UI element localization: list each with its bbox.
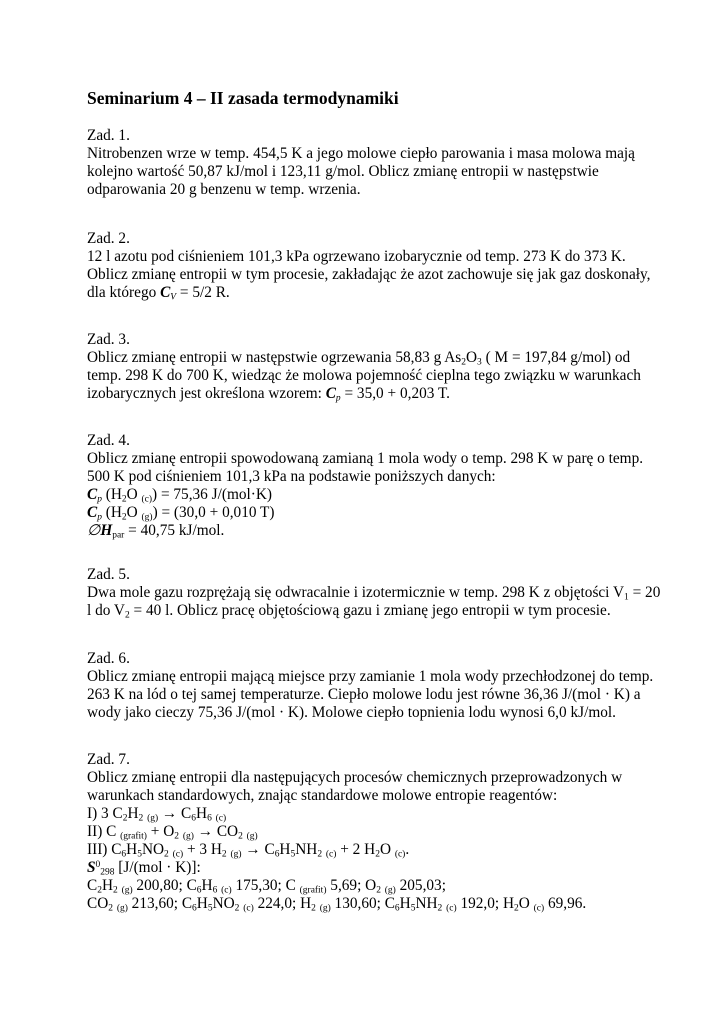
task-text-line: kolejno wartość 50,87 kJ/mol i 123,11 g/mol. Oblicz zmianę entropii w następstwie: [87, 163, 599, 180]
task-text-line: Dwa mole gazu rozprężają się odwracalnie i izotermicznie w temp. 298 K z objętości $V_1 = 20$: [87, 584, 661, 603]
reaction-2: II) C $_{(grafit)} + O_2$ $_{(g)} \to CO_2$ $_{(g)}$: [87, 823, 258, 842]
task-2: [87, 230, 651, 303]
task-text-line: Nitrobenzen wrze w temp. 454,5 K a jego molowe ciepło parowania i masa molowa mają: [87, 145, 635, 162]
reaction-3: III) $C_6H_5NO_2$ $_{(c)}$ + 3 $H_2$ $_{(g)} \to C_6H_5NH_2$ $_{(c)}$ + 2 $H_2O$ $_{(c)}$.: [87, 841, 410, 860]
task-heading: Zad. 2.: [87, 230, 130, 247]
task-5: [87, 566, 661, 621]
task-text-line: warunkach standardowych, znając standardowe molowe entropie reagentów:: [87, 787, 558, 804]
task-heading: Zad. 4.: [87, 432, 130, 449]
task-heading: Zad. 6.: [87, 650, 130, 667]
task-heading: Zad. 7.: [87, 751, 130, 768]
heat-capacity-symbol: C: [325, 385, 336, 402]
cv-formula-line: dla którego $C_V = 5/2$ R.: [87, 284, 230, 303]
task-text-line: 12 l azotu pod ciśnieniem 101,3 kPa ogrzewano izobarycznie od temp. 273 K do 373 K.: [87, 248, 626, 265]
task-text-line: Oblicz zmianę entropii w następstwie ogrzewania 58,83 g $As_2O_3$ ( M = 197,84 g/mol) od: [87, 349, 631, 368]
cp-liquid-line: $C_p$ ($H_2O$ $_{(c)}$) = 75,36 J/(mol·K): [87, 486, 272, 505]
task-text-line: Oblicz zmianę entropii w tym procesie, zakładając że azot zachowuje się jak gaz doskonały,: [87, 266, 651, 283]
enthalpy-line: $\emptyset H_{par} = 40,75$ kJ/mol.: [87, 522, 225, 541]
task-4: [87, 432, 647, 540]
heat-capacity-symbol: C: [160, 284, 171, 301]
entropy-values-line-1: $C_2H_2$ $_{(g)}$ 200,80; $C_6H_6$ $_{(c)}$ 175,30; C $_{(grafit)}$ 5,69; $O_2$ $_{(g)}$ 205,03;: [87, 877, 446, 896]
entropy-header-line: $S^0_{298}$ [J/(mol · K)]:: [87, 859, 201, 878]
task-text-line: Oblicz zmianę entropii spowodowaną zamianą 1 mola wody o temp. 298 K w parę o temp.: [87, 450, 644, 467]
entropy-values-line-2: $CO_2$ $_{(g)}$ 213,60; $C_6H_5NO_2$ $_{(c)}$ 224,0; $H_2$ $_{(g)}$ 130,60; $C_6H_5NH_2$ $_{(c)}$ 192,0; $H_2O$ $_{(c)}$ 69,96.: [87, 895, 587, 914]
task-3: [87, 331, 647, 403]
task-1: [87, 127, 647, 199]
task-text-line: wody jako cieczy 75,36 J/(mol · K). Molowe ciepło topnienia lodu wynosi 6,0 kJ/mol.: [87, 704, 616, 721]
task-heading: Zad. 5.: [87, 566, 130, 583]
task-text-line: l do $V_2 = 40$ l. Oblicz pracę objętościową gazu i zmianę jego entropii w tym procesie.: [87, 602, 611, 621]
page-title: Seminarium 4 – II zasada termodynamiki: [87, 88, 399, 108]
cp-formula-line: izobarycznych jest określona wzorem: $C_p = 35,0 + 0,203$ T.: [87, 385, 450, 404]
reaction-1: I) 3 $C_2H_2$ $_{(g)} \to C_6H_6$ $_{(c)}$: [87, 805, 227, 824]
cp-gas-line: $C_p$ ($H_2O$ $_{(g)}$) = (30,0 + 0,010 T): [87, 504, 275, 523]
task-heading: Zad. 1.: [87, 127, 130, 144]
task-heading: Zad. 3.: [87, 331, 130, 348]
task-text-line: Oblicz zmianę entropii dla następujących procesów chemicznych przeprowadzonych w: [87, 769, 623, 786]
task-text-line: Oblicz zmianę entropii mającą miejsce przy zamianie 1 mola wody przechłodzonej do temp.: [87, 668, 654, 685]
task-text-line: temp. 298 K do 700 K, wiedząc że molowa pojemność cieplna tego związku w warunkach: [87, 367, 641, 384]
task-text-line: 263 K na lód o tej samej temperaturze. Ciepło molowe lodu jest równe 36,36 J/(mol · K) a: [87, 686, 641, 703]
task-7: [87, 751, 647, 913]
task-6: [87, 650, 654, 722]
task-text-line: 500 K pod ciśnieniem 101,3 kPa na podstawie poniższych danych:: [87, 468, 496, 485]
task-text-line: odparowania 20 g benzenu w temp. wrzenia.: [87, 181, 361, 198]
